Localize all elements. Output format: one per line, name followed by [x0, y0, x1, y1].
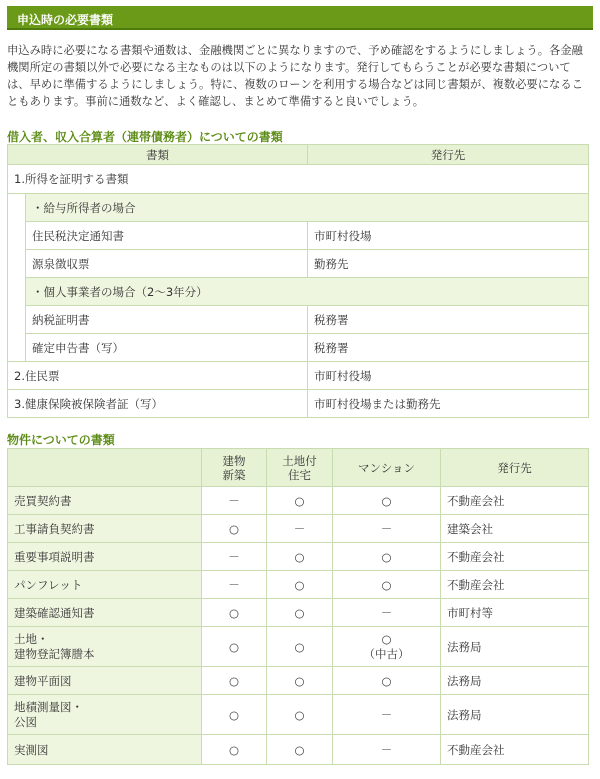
mansion-mark: ○ [333, 667, 441, 695]
mansion-mark: ○ （中古） [333, 627, 441, 667]
col-header-new-build: 建物 新築 [202, 449, 267, 487]
table-row [8, 571, 589, 599]
col-header-issuer: 発行先 [441, 449, 589, 487]
row-doc: 土地・ 建物登記簿謄本 [8, 627, 202, 667]
land-house-mark: ○ [267, 571, 333, 599]
row-doc: 地積測量図・ 公図 [8, 695, 202, 735]
row-doc: 建築確認通知書 [8, 599, 202, 627]
table-row-issuer: 市町村役場 [308, 222, 589, 250]
row-doc: 建物平面図 [8, 667, 202, 695]
row-issuer: 不動産会社 [441, 543, 589, 571]
table-row-issuer: 税務署 [308, 306, 589, 334]
row-issuer: 不動産会社 [441, 487, 589, 515]
section-title-property: 物件についての書類 [7, 433, 115, 447]
table-row-doc: 納税証明書 [26, 306, 308, 334]
row-doc: 売買契約書 [8, 487, 202, 515]
mansion-mark: － [333, 695, 441, 735]
table-row [8, 627, 589, 667]
new-build-mark: － [202, 571, 267, 599]
new-build-mark: ○ [202, 515, 267, 543]
new-build-mark: ○ [202, 667, 267, 695]
mansion-mark: － [333, 515, 441, 543]
row-doc: 工事請負契約書 [8, 515, 202, 543]
col-header-land-house: 土地付 住宅 [267, 449, 333, 487]
title-bar [7, 6, 593, 30]
table-row-issuer: 税務署 [308, 334, 589, 362]
land-house-mark: ○ [267, 667, 333, 695]
row-issuer: 市町村等 [441, 599, 589, 627]
table-row-issuer: 勤務先 [308, 250, 589, 278]
mansion-mark: ○ [333, 571, 441, 599]
new-build-mark: ○ [202, 599, 267, 627]
table-row-issuer: 市町村役場または勤務先 [308, 390, 589, 418]
col-header-issuer: 発行先 [308, 145, 589, 165]
land-house-mark: ○ [267, 543, 333, 571]
table-row [8, 695, 589, 735]
row-doc: 実測図 [8, 735, 202, 765]
land-house-mark: ○ [267, 599, 333, 627]
table-row [8, 543, 589, 571]
row-issuer: 法務局 [441, 695, 589, 735]
mansion-mark: － [333, 599, 441, 627]
new-build-mark: ○ [202, 627, 267, 667]
land-house-mark: ○ [267, 735, 333, 765]
table-row [8, 515, 589, 543]
page-title: 申込時の必要書類 [17, 13, 114, 27]
new-build-mark: － [202, 543, 267, 571]
col-header-mansion: マンション [333, 449, 441, 487]
col-header-document: 書類 [8, 145, 308, 165]
table-row-doc: 確定申告書（写） [26, 334, 308, 362]
table-row-doc: 源泉徴収票 [26, 250, 308, 278]
row-issuer: 建築会社 [441, 515, 589, 543]
row-doc: パンフレット [8, 571, 202, 599]
land-house-mark: ○ [267, 695, 333, 735]
new-build-mark: ○ [202, 735, 267, 765]
table-row-doc: 住民税決定通知書 [26, 222, 308, 250]
table-row [8, 599, 589, 627]
mansion-mark: ○ [333, 487, 441, 515]
mansion-mark: ○ [333, 543, 441, 571]
property-documents-table [7, 448, 589, 765]
col-header-document-blank [8, 449, 202, 487]
new-build-mark: － [202, 487, 267, 515]
table-row [8, 735, 589, 765]
table-row [8, 487, 589, 515]
table-row-doc: 3.健康保険被保険者証（写） [8, 390, 308, 418]
row-issuer: 不動産会社 [441, 735, 589, 765]
row-doc: 重要事項説明書 [8, 543, 202, 571]
indent-cell [8, 194, 26, 362]
row-issuer: 法務局 [441, 627, 589, 667]
row-issuer: 不動産会社 [441, 571, 589, 599]
table-row-issuer: 市町村役場 [308, 362, 589, 390]
row-issuer: 法務局 [441, 667, 589, 695]
income-proof-header: 1.所得を証明する書類 [8, 165, 589, 194]
land-house-mark: ○ [267, 627, 333, 667]
self-employed-header: ・個人事業者の場合（2〜3年分） [26, 278, 589, 306]
land-house-mark: － [267, 515, 333, 543]
table-row [8, 667, 589, 695]
table-row-doc: 2.住民票 [8, 362, 308, 390]
salary-earner-header: ・給与所得者の場合 [26, 194, 589, 222]
mansion-mark: － [333, 735, 441, 765]
land-house-mark: ○ [267, 487, 333, 515]
new-build-mark: ○ [202, 695, 267, 735]
borrower-documents-table [7, 144, 589, 418]
intro-paragraph: 申込み時に必要になる書類や通数は、金融機関ごとに異なりますので、予め確認をするようにしましょう。各金融機関所定の書類以外で必要になる主なものは以下のようになります。発行してもらうことが必要な書類については、早めに準備するようにしましょう。特に、複数のローンを利用する場合などは同じ書類が、複数必要になることもあります。事前に通数など、よく確認し、まとめて準備すると良いでしょう。 [7, 44, 583, 108]
section-title-borrower: 借入者、収入合算者（連帯債務者）についての書類 [7, 130, 283, 144]
